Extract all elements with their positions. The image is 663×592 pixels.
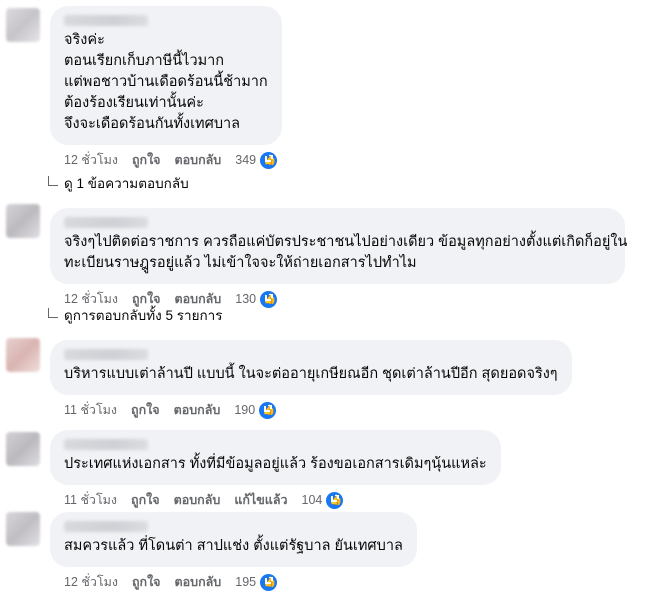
reaction-count: 349 — [235, 153, 257, 168]
timestamp[interactable]: 12 ชั่วโมง — [64, 575, 118, 590]
comment-item — [50, 340, 572, 420]
comment-bubble — [50, 340, 572, 395]
timestamp[interactable]: 11 ชั่วโมง — [64, 403, 118, 418]
like-button[interactable]: ถูกใจ — [131, 403, 160, 418]
avatar — [6, 204, 40, 238]
comment-meta — [64, 572, 417, 592]
reply-button[interactable]: ตอบกลับ — [173, 493, 221, 508]
comment-item — [50, 512, 417, 592]
avatar — [6, 512, 40, 546]
reaction-summary[interactable] — [234, 402, 276, 419]
comment-item — [50, 208, 628, 309]
comment-item — [50, 430, 501, 510]
avatar — [6, 338, 40, 372]
comment-item — [50, 6, 282, 170]
like-icon: 👍 — [260, 574, 277, 591]
commenter-name[interactable] — [64, 217, 148, 228]
view-replies-1[interactable]: ดู 1 ข้อความตอบกลับ — [48, 172, 189, 194]
comment-text-line: บริหารแบบเต่าล้านปี แบบนี้ ในจะต่ออายุเกษียณอีก ชุดเต่าล้านปีอีก สุดยอดจริงๆ — [64, 366, 558, 382]
edited-label: แก้ไขแล้ว — [234, 493, 288, 508]
timestamp[interactable]: 12 ชั่วโมง — [64, 153, 118, 168]
like-button[interactable]: ถูกใจ — [131, 575, 161, 590]
reaction-summary[interactable] — [235, 574, 277, 591]
comment-bubble — [50, 6, 282, 145]
reaction-summary[interactable] — [235, 291, 277, 308]
commenter-name[interactable] — [64, 15, 148, 26]
reaction-summary[interactable] — [302, 492, 344, 509]
reaction-count: 190 — [234, 403, 256, 418]
comment-text-line: จริงค่ะ — [64, 32, 105, 48]
comment-meta — [64, 400, 572, 420]
comment-bubble — [50, 512, 417, 567]
like-button[interactable]: ถูกใจ — [131, 493, 160, 508]
reaction-count: 195 — [235, 575, 257, 590]
comment-text-line: จริงๆไปติดต่อราชการ ควรถือแค่บัตรประชาชนไปอย่างเดียว ข้อมูลทุกอย่างตั้งแต่เกิดก็อยู่ใน — [64, 234, 628, 250]
timestamp[interactable]: 12 ชั่วโมง — [64, 292, 118, 307]
comment-text-line: ทะเบียนราษฎูรอยู่แล้ว ไม่เข้าใจจะให้ถ่ายเอกสารไปทำไม — [64, 255, 417, 272]
commenter-name[interactable] — [64, 349, 148, 360]
reply-button[interactable]: ตอบกลับ — [174, 292, 222, 307]
comment-text-line: ต้องร้องเรียนเท่านั้นค่ะ — [64, 95, 204, 112]
like-icon: 👍 — [260, 152, 277, 169]
like-icon: 👍 — [259, 402, 276, 419]
reply-button[interactable]: ตอบกลับ — [173, 403, 221, 418]
comment-text-line: จึงจะเดือดร้อนกันทั้งเทศบาล — [64, 116, 241, 133]
comment-bubble — [50, 430, 501, 485]
comment-bubble — [50, 208, 628, 284]
comment-text-line: สมควรแล้ว ที่โดนต่า สาปแช่ง ตั้งแต่รัฐบาล ยันเทศบาล — [64, 538, 403, 554]
comment-meta — [64, 490, 501, 510]
reaction-count: 104 — [301, 493, 323, 508]
reaction-count: 130 — [235, 292, 257, 307]
comment-meta — [64, 150, 282, 170]
like-button[interactable]: ถูกใจ — [131, 153, 161, 168]
reply-button[interactable]: ตอบกลับ — [174, 153, 222, 168]
comment-text-line: ตอนเรียกเก็บภาษีนี้ไวมาก — [64, 53, 225, 70]
like-icon: 👍 — [260, 291, 277, 308]
like-icon: 👍 — [326, 492, 343, 509]
like-button[interactable]: ถูกใจ — [131, 292, 161, 307]
comment-text-line: ประเทศแห่งเอกสาร ทั้งที่มีข้อมูลอยู่แล้ว ร้องขอเอกสารเดิมๆนุ้นแหล่ะ — [64, 456, 487, 472]
commenter-name[interactable] — [64, 521, 148, 532]
avatar — [6, 8, 40, 42]
view-replies-2[interactable]: ดูการตอบกลับทั้ง 5 รายการ — [48, 304, 222, 326]
timestamp[interactable]: 11 ชั่วโมง — [64, 493, 118, 508]
commenter-name[interactable] — [64, 439, 148, 450]
comment-text-line: แต่พอชาวบ้านเดือดร้อนนี้ช้ามาก — [64, 74, 268, 91]
reaction-summary[interactable] — [235, 152, 277, 169]
avatar — [6, 432, 40, 466]
reply-button[interactable]: ตอบกลับ — [174, 575, 222, 590]
